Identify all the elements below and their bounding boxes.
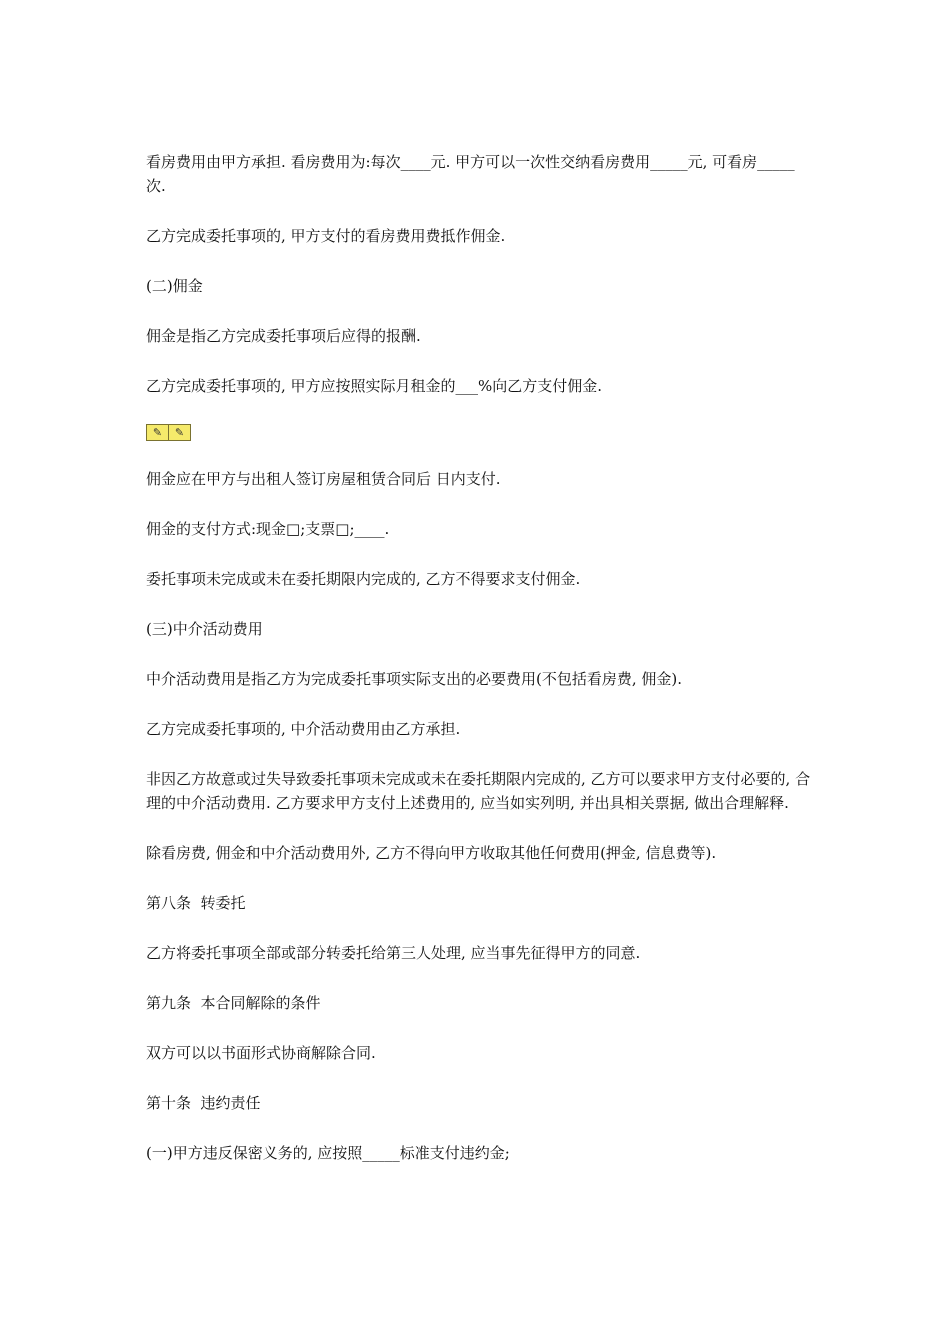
heading-article-10: 第十条 违约责任 (146, 1094, 261, 1112)
heading-article-8: 第八条 转委托 (146, 894, 246, 912)
paragraph-no-other-fees: 除看房费, 佣金和中介活动费用外, 乙方不得向甲方收取其他任何费用(押金, 信息费等). (146, 844, 717, 862)
paragraph-agency-fees-reimbursement: 非因乙方故意或过失导致委托事项未完成或未在委托期限内完成的, 乙方可以要求甲方支付必要的, 合理的中介活动费用. 乙方要求甲方支付上述费用的, 应当如实列明, 并出具相关票据, 做出合理解释. (146, 770, 811, 812)
paragraph-agency-fees-definition: 中介活动费用是指乙方为完成委托事项实际支出的必要费用(不包括看房费, 佣金). (146, 670, 683, 688)
inline-icon-group (146, 424, 811, 441)
edit-icon[interactable]: ✎ (146, 424, 169, 441)
paragraph-commission-rate: 乙方完成委托事项的, 甲方应按照实际月租金的___%向乙方支付佣金. (146, 377, 603, 395)
paragraph-breach-confidentiality: (一)甲方违反保密义务的, 应按照_____标准支付违约金; (146, 1144, 510, 1162)
paragraph-viewing-fee: 看房费用由甲方承担. 看房费用为:每次____元. 甲方可以一次性交纳看房费用_____元, 可看房_____次. (146, 153, 795, 195)
paragraph-commission-no-completion: 委托事项未完成或未在委托期限内完成的, 乙方不得要求支付佣金. (146, 570, 581, 588)
paragraph-subdelegation: 乙方将委托事项全部或部分转委托给第三人处理, 应当事先征得甲方的同意. (146, 944, 641, 962)
paragraph-commission-payment-method: 佣金的支付方式:现金□;支票□;____. (146, 520, 390, 538)
edit-icon[interactable]: ✎ (169, 424, 191, 441)
heading-agency-fees: (三)中介活动费用 (146, 620, 263, 638)
heading-article-9: 第九条 本合同解除的条件 (146, 994, 321, 1012)
document-body (146, 150, 811, 1191)
heading-commission: (二)佣金 (146, 277, 203, 295)
paragraph-commission-definition: 佣金是指乙方完成委托事项后应得的报酬. (146, 327, 421, 345)
paragraph-agency-fees-borne: 乙方完成委托事项的, 中介活动费用由乙方承担. (146, 720, 461, 738)
paragraph-viewing-fee-offset: 乙方完成委托事项的, 甲方支付的看房费用费抵作佣金. (146, 227, 506, 245)
paragraph-commission-timing: 佣金应在甲方与出租人签订房屋租赁合同后 日内支付. (146, 470, 501, 488)
paragraph-termination: 双方可以以书面形式协商解除合同. (146, 1044, 376, 1062)
